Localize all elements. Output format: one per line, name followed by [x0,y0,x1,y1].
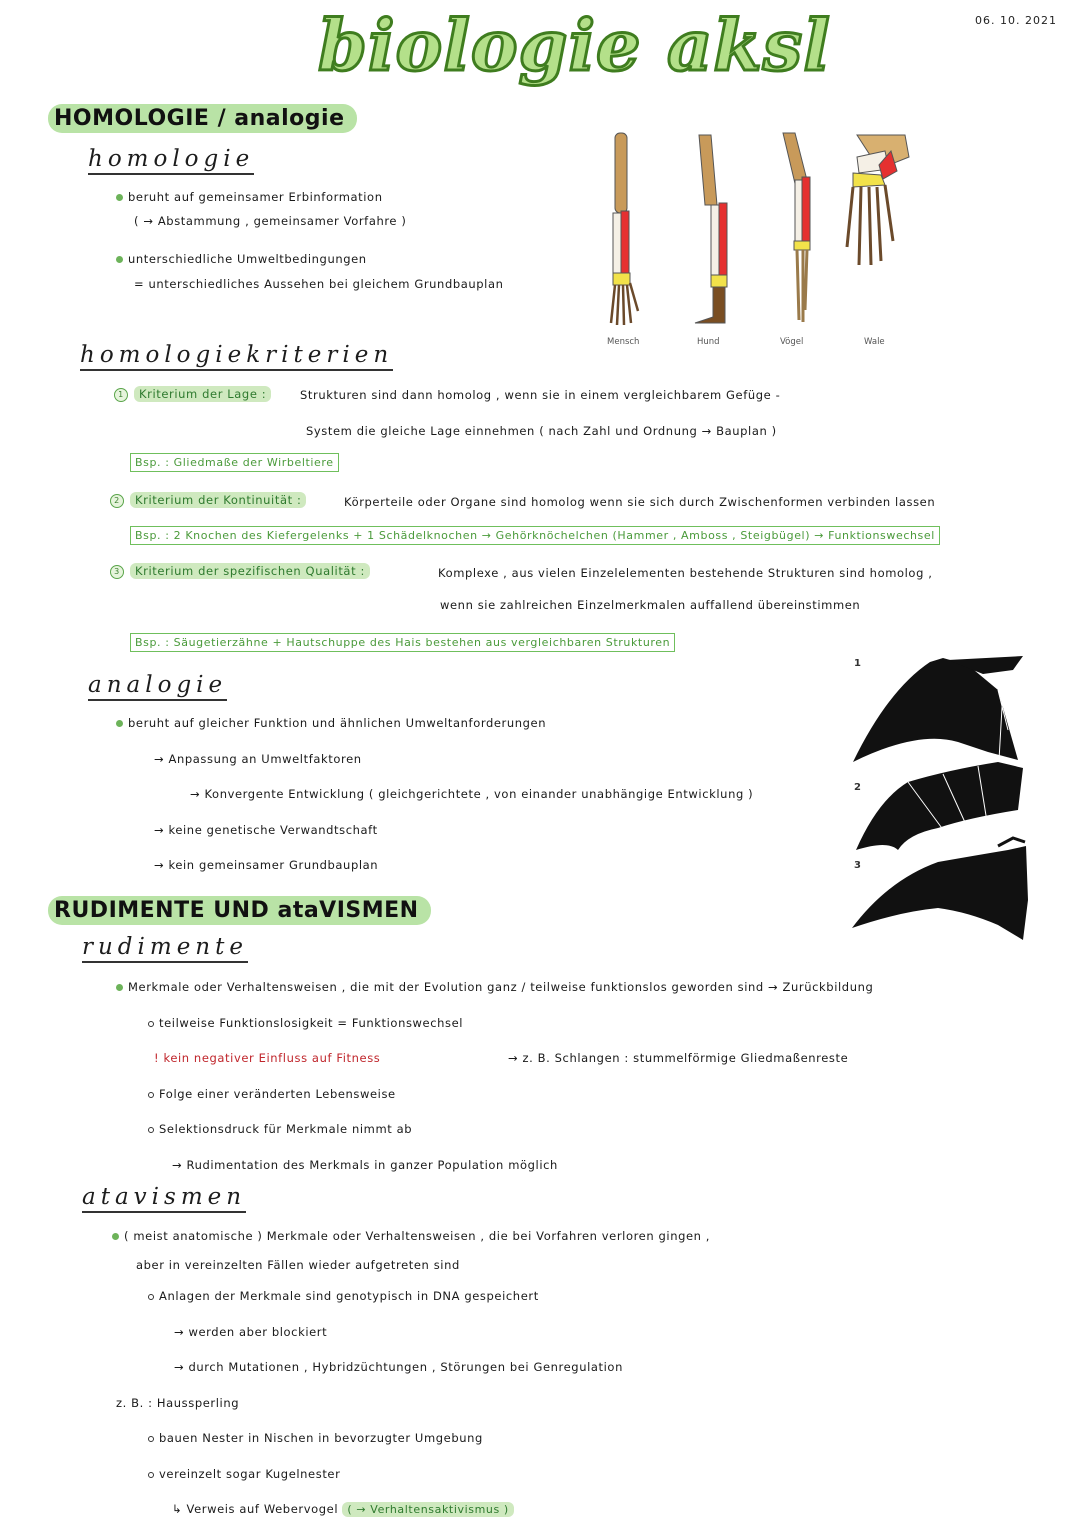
wing-number-3: 3 [854,860,861,871]
text-line: Merkmale oder Verhaltensweisen , die mit der Evolution ganz / teilweise funktionslos geworden sind → Zurückbildung [116,980,873,994]
criterion-1: 1 Kriterium der Lage : [114,387,271,402]
limb-label-mensch: Mensch [607,337,640,347]
text-line: Körperteile oder Organe sind homolog wenn sie sich durch Zwischenformen verbinden lassen [344,495,936,509]
bullet-icon [148,1472,154,1478]
text-line: z. B. : Haussperling [116,1396,240,1410]
section-heading-rudimente-atavismen: RUDIMENTE UND ataVISMEN [48,896,431,925]
text-line: vereinzelt sogar Kugelnester [148,1467,340,1481]
text-line: = unterschiedliches Aussehen bei gleichem Grundbauplan [134,277,504,291]
example-box: Bsp. : 2 Knochen des Kiefergelenks + 1 Schädelknochen → Gehörknöchelchen (Hammer , Amboss , Steigbügel) → Funktionswechsel [130,526,940,545]
text-line: → werden aber blockiert [174,1325,328,1339]
text-line: Folge einer veränderten Lebensweise [148,1087,396,1101]
text-line: → Konvergente Entwicklung ( gleichgerichtete , von einander unabhängige Entwicklung ) [190,787,754,801]
subheading-homologie: homologie [88,146,254,175]
text-line: ( → Abstammung , gemeinsamer Vorfahre ) [134,214,407,228]
text-line: Selektionsdruck für Merkmale nimmt ab [148,1122,412,1136]
criterion-3: 3 Kriterium der spezifischen Qualität : [110,564,370,579]
bullet-icon [116,984,123,991]
date: 06. 10. 2021 [975,14,1057,27]
subheading-homologiekriterien: homologiekriterien [80,342,393,371]
limb-label-voegel: Vögel [780,337,804,347]
page-title: biologie aksl [318,4,831,87]
bullet-icon [116,720,123,727]
text-line: aber in vereinzelten Fällen wieder aufgetreten sind [136,1258,460,1272]
text-line: beruht auf gemeinsamer Erbinformation [116,190,383,204]
bullet-icon [148,1021,154,1027]
text-line: → Rudimentation des Merkmals in ganzer Population möglich [172,1158,558,1172]
subheading-rudimente: rudimente [82,934,248,963]
bird-wing-silhouette [852,838,1028,940]
text-line: ↳ Verweis auf Webervogel ( → Verhaltensaktivismus ) [172,1502,514,1516]
bullet-icon [148,1436,154,1442]
limb-label-hund: Hund [697,337,720,347]
bullet-icon [116,256,123,263]
text-line: Komplexe , aus vielen Einzelelementen bestehende Strukturen sind homolog , [438,566,933,580]
text-line: Anlagen der Merkmale sind genotypisch in DNA gespeichert [148,1289,539,1303]
example-box: Bsp. : Säugetierzähne + Hautschuppe des Hais bestehen aus vergleichbaren Strukturen [130,633,675,652]
warning-line: ! kein negativer Einfluss auf Fitness [154,1051,381,1065]
text-line: → keine genetische Verwandtschaft [154,823,378,837]
bullet-icon [112,1233,119,1240]
bullet-icon [116,194,123,201]
limb-label-wale: Wale [864,337,885,347]
human-arm-illustration [611,133,638,325]
wing-number-1: 1 [854,658,861,669]
section-heading-homologie-analogie: HOMOLOGIE / analogie [48,104,357,133]
text-line: → z. B. Schlangen : stummelförmige Gliedmaßenreste [508,1051,849,1065]
pterosaur-wing-silhouette [853,656,1023,762]
text-line: teilweise Funktionslosigkeit = Funktionswechsel [148,1016,463,1030]
text-line: → kein gemeinsamer Grundbauplan [154,858,379,872]
dog-leg-illustration [695,135,727,323]
wing-number-2: 2 [854,782,861,793]
bullet-icon [148,1092,154,1098]
text-line: → Anpassung an Umweltfaktoren [154,752,362,766]
bat-wing-silhouette [856,762,1023,850]
bullet-icon [148,1294,154,1300]
text-line: wenn sie zahlreichen Einzelmerkmalen auffallend übereinstimmen [440,598,861,612]
text-line: bauen Nester in Nischen in bevorzugter Umgebung [148,1431,483,1445]
subheading-atavismen: atavismen [82,1184,246,1213]
text-line: beruht auf gleicher Funktion und ähnlichen Umweltanforderungen [116,716,546,730]
text-line: unterschiedliche Umweltbedingungen [116,252,367,266]
example-box: Bsp. : Gliedmaße der Wirbeltiere [130,453,339,472]
bullet-icon [148,1127,154,1133]
text-line: System die gleiche Lage einnehmen ( nach Zahl und Ordnung → Bauplan ) [306,424,777,438]
text-line: ( meist anatomische ) Merkmale oder Verhaltensweisen , die bei Vorfahren verloren gingen , [112,1229,710,1243]
subheading-analogie: analogie [88,672,227,701]
bird-wing-illustration [783,133,810,322]
text-line: Strukturen sind dann homolog , wenn sie in einem vergleichbarem Gefüge - [300,388,781,402]
limb-illustration [595,125,935,330]
criterion-2: 2 Kriterium der Kontinuität : [110,493,306,508]
whale-fin-illustration [847,135,909,265]
wing-illustrations [848,650,1033,945]
text-line: → durch Mutationen , Hybridzüchtungen , Störungen bei Genregulation [174,1360,623,1374]
